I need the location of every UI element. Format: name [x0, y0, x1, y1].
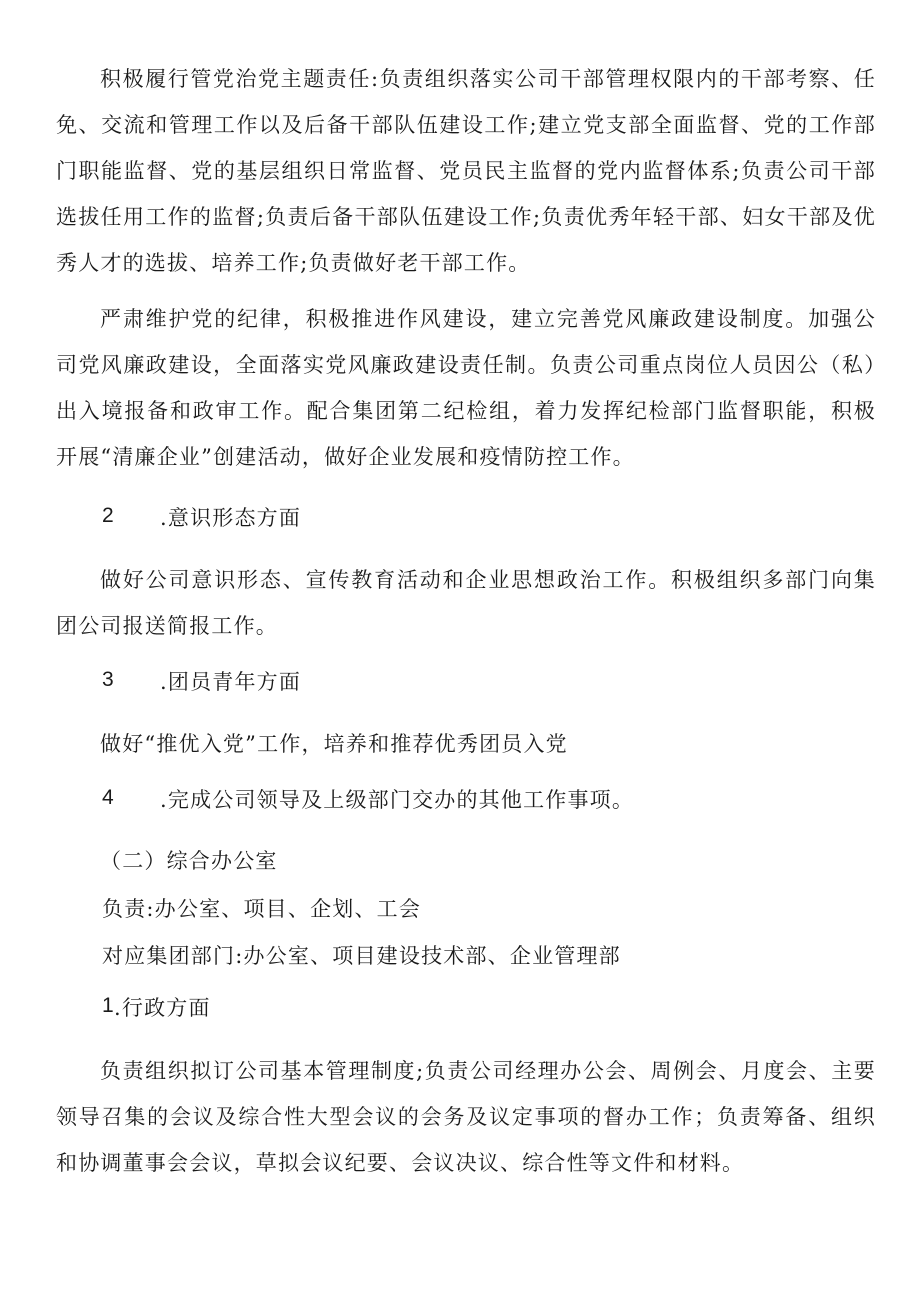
heading-text: .团员青年方面 — [160, 670, 302, 694]
paragraph-party-discipline: 严肃维护党的纪律，积极推进作风建设，建立完善党风廉政建设制度。加强公司党风廉政建设，全面落实党风廉政建设责任制。负责公司重点岗位人员因公（私）出入境报备和政审工作。配合集团第二纪检组，着力发挥纪检部门监督职能，积极开展“清廉企业”创建活动，做好企业发展和疫情防控工作。 — [56, 307, 876, 469]
paragraph-party-responsibility: 积极履行管党治党主题责任:负责组织落实公司干部管理权限内的干部考察、任免、交流和管理工作以及后备干部队伍建设工作;建立党支部全面监督、党的工作部门职能监督、党的基层组织日常监督、党员民主监督的党内监督体系;负责公司干部选拔任用工作的监督;负责后备干部队伍建设工作;负责优秀年轻干部、妇女干部及优秀人才的选拔、培养工作;负责做好老干部工作。 — [56, 67, 876, 275]
heading-number: 4 — [102, 786, 114, 809]
section-title: （二）综合办公室 — [100, 849, 278, 873]
responsible-line: 负责:办公室、项目、企划、工会 — [102, 897, 422, 921]
corresponding-departments-line: 对应集团部门:办公室、项目建设技术部、企业管理部 — [102, 944, 621, 968]
paragraph-ideology: 做好公司意识形态、宣传教育活动和企业思想政治工作。积极组织多部门向集团公司报送简报工作。 — [56, 568, 876, 638]
heading-text: .完成公司领导及上级部门交办的其他工作事项。 — [160, 788, 635, 812]
paragraph-administration: 负责组织拟订公司基本管理制度;负责公司经理办公会、周例会、月度会、主要领导召集的会议及综合性大型会议的会务及议定事项的督办工作；负责筹备、组织和协调董事会会议，草拟会议纪要、会议决议、综合性等文件和材料。 — [56, 1059, 876, 1175]
heading-number: 1 — [102, 994, 114, 1017]
heading-number: 3 — [102, 668, 114, 691]
heading-text: .意识形态方面 — [160, 506, 302, 530]
heading-text: .行政方面 — [114, 996, 211, 1020]
heading-number: 2 — [102, 504, 114, 527]
paragraph-youth: 做好“推优入党”工作，培养和推荐优秀团员入党 — [100, 732, 568, 756]
